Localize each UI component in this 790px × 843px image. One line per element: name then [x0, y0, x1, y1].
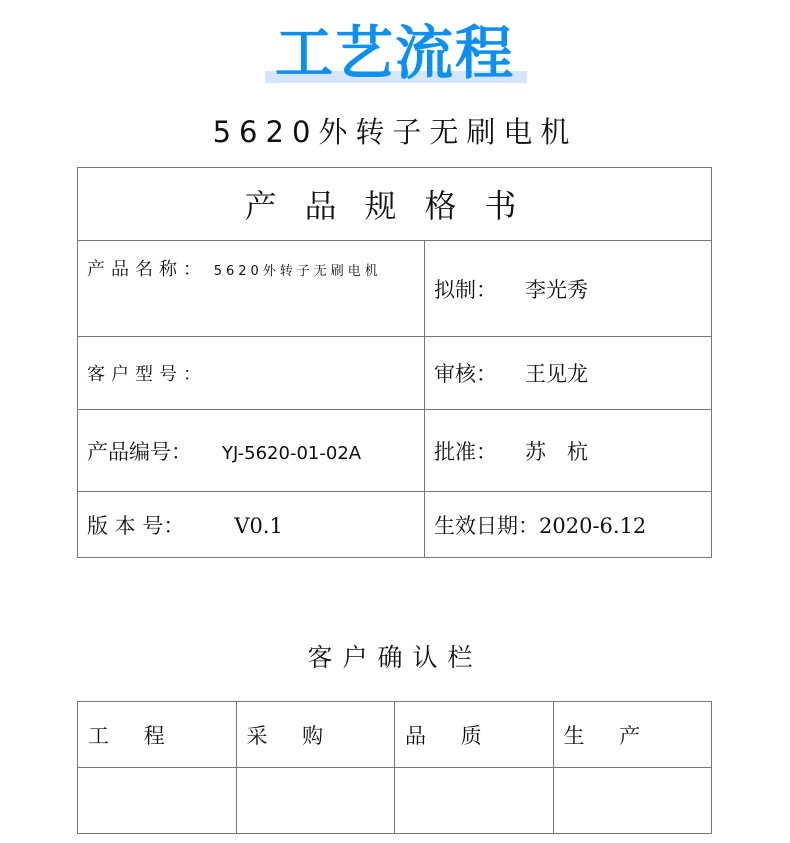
effective-date-value: 2020-6.12 — [539, 513, 647, 538]
customer-model-label: 客户型号： — [87, 364, 207, 385]
confirm-section-title: 客户确认栏 — [307, 643, 483, 672]
spec-header: 产品规格书 — [78, 168, 712, 241]
confirm-sign-purchasing — [236, 768, 395, 834]
customer-model-cell — [78, 337, 425, 410]
drafted-label: 拟制： — [434, 277, 497, 302]
version-value: V0.1 — [234, 513, 283, 538]
drafted-cell — [425, 241, 712, 337]
effective-date-label: 生效日期： — [434, 513, 539, 538]
approved-value: 苏 杭 — [525, 439, 588, 464]
confirm-col-purchasing: 采 购 — [236, 702, 395, 768]
product-name-label: 产品名称： — [87, 259, 207, 280]
confirm-sign-engineering — [78, 768, 237, 834]
confirm-col-engineering: 工 程 — [78, 702, 237, 768]
approved-label: 批准： — [434, 439, 497, 464]
confirm-col-production: 生 产 — [553, 702, 712, 768]
confirm-table — [77, 701, 712, 834]
reviewed-label: 审核： — [434, 362, 497, 386]
reviewed-value: 王见龙 — [525, 362, 588, 386]
spec-table — [77, 167, 712, 558]
confirm-sign-quality — [395, 768, 554, 834]
approved-cell — [425, 410, 712, 492]
version-label: 版 本 号： — [87, 513, 185, 538]
page-title: 工艺流程 — [274, 19, 515, 87]
effective-date-cell — [425, 492, 712, 558]
product-code-cell — [78, 410, 425, 492]
subtitle: 5620外转子无刷电机 — [212, 115, 578, 149]
product-name-cell — [78, 241, 425, 337]
product-name-value: 5620外转子无刷电机 — [213, 264, 382, 279]
drafted-value: 李光秀 — [525, 277, 588, 302]
confirm-col-quality: 品 质 — [395, 702, 554, 768]
product-code-value: YJ-5620-01-02A — [222, 442, 362, 464]
version-cell — [78, 492, 425, 558]
reviewed-cell — [425, 337, 712, 410]
confirm-sign-production — [553, 768, 712, 834]
product-code-label: 产品编号： — [87, 439, 192, 464]
